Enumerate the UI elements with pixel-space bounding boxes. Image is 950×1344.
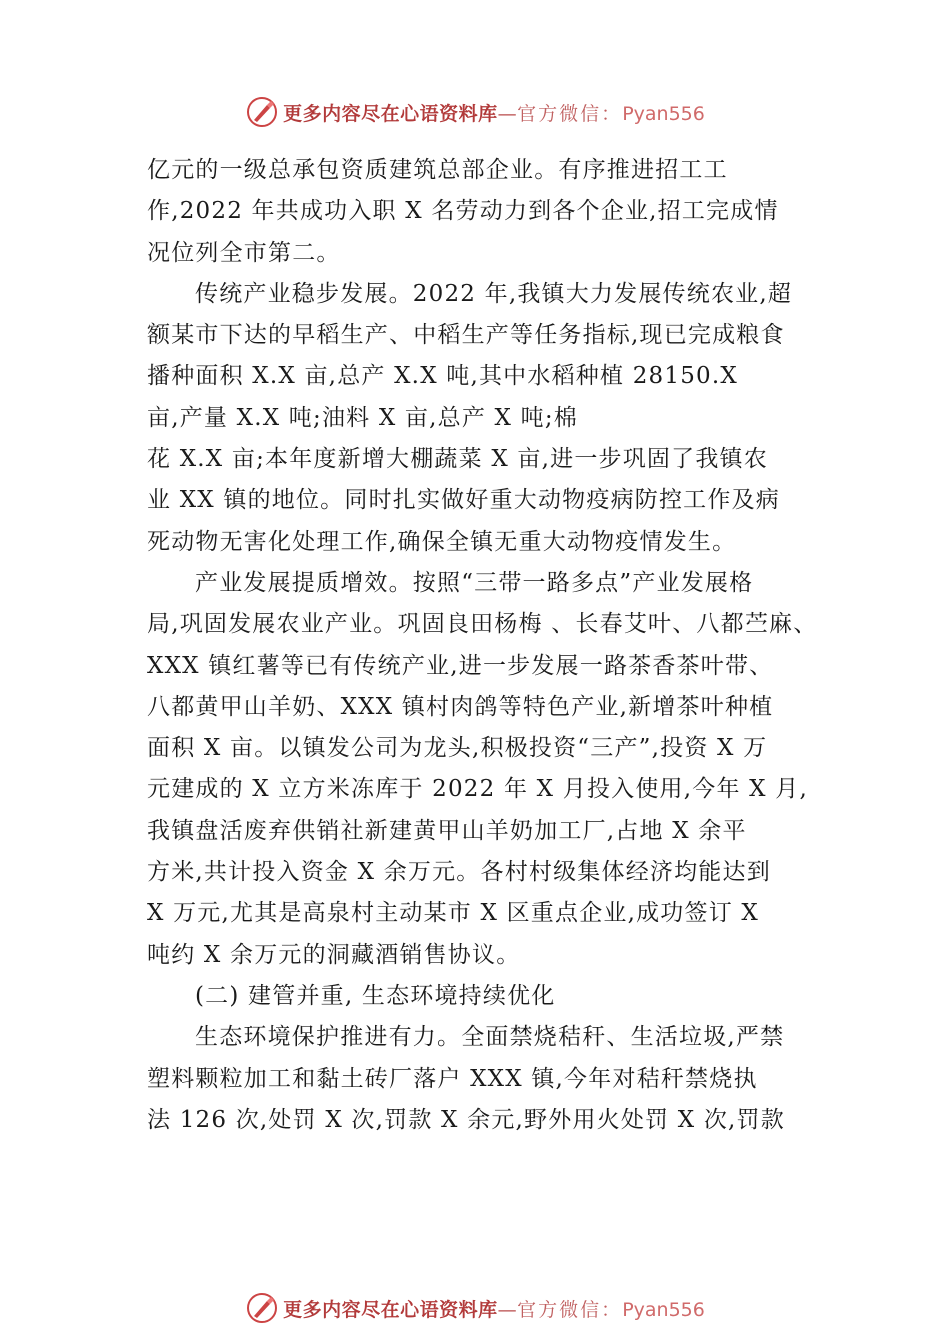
text-line: 作,2022 年共成功入职 X 名劳动力到各个企业,招工完成情 bbox=[147, 198, 779, 225]
text-line: 额某市下达的早稻生产、中稻生产等任务指标,现已完成粮食 bbox=[147, 322, 785, 349]
text-line: 亩,产量 X.X 吨;油料 X 亩,总产 X 吨;棉 bbox=[147, 404, 578, 431]
text-line: 局,巩固发展农业产业。巩固良田杨梅 、长春艾叶、八都苎麻、 bbox=[147, 611, 818, 638]
watermark-text bbox=[283, 1295, 705, 1322]
watermark-brand: 更多内容尽在心语资料库 bbox=[283, 102, 498, 125]
pen-logo-icon bbox=[245, 95, 279, 129]
text-line: 我镇盘活废弃供销社新建黄甲山羊奶加工厂,占地 X 余平 bbox=[147, 817, 747, 844]
watermark-wechat-id: Pyan556 bbox=[622, 102, 705, 125]
footer-watermark-banner bbox=[0, 1288, 950, 1328]
document-body bbox=[147, 150, 837, 1141]
text-line: X 万元,尤其是高泉村主动某市 X 区重点企业,成功签订 X bbox=[147, 900, 759, 927]
text-line: 亿元的一级总承包资质建筑总部企业。有序推进招工工 bbox=[147, 157, 728, 183]
text-line: 生态环境保护推进有力。全面禁烧秸秆、生活垃圾,严禁 bbox=[195, 1024, 785, 1051]
text-line: 吨约 X 余万元的洞藏酒销售协议。 bbox=[147, 941, 521, 968]
text-line: 方米,共计投入资金 X 余万元。各村村级集体经济均能达到 bbox=[147, 859, 771, 886]
text-line: 死动物无害化处理工作,确保全镇无重大动物疫情发生。 bbox=[147, 528, 737, 555]
watermark-wechat-label: 官方微信： bbox=[517, 1298, 623, 1321]
header-watermark-banner bbox=[0, 92, 950, 132]
watermark-text bbox=[283, 99, 705, 126]
watermark-separator: — bbox=[497, 102, 518, 125]
text-line: 业 XX 镇的地位。同时扎实做好重大动物疫病防控工作及病 bbox=[147, 487, 780, 514]
text-line: 法 126 次,处罚 X 次,罚款 X 余元,野外用火处罚 X 次,罚款 bbox=[147, 1106, 785, 1133]
watermark-separator: — bbox=[497, 1298, 518, 1321]
text-line: 元建成的 X 立方米冻库于 2022 年 X 月投入使用,今年 X 月, bbox=[147, 776, 808, 803]
watermark-wechat-label: 官方微信： bbox=[517, 102, 623, 125]
pen-logo-icon bbox=[245, 1291, 279, 1325]
text-line: 播种面积 X.X 亩,总产 X.X 吨,其中水稻种植 28150.X bbox=[147, 363, 738, 390]
text-line: 况位列全市第二。 bbox=[147, 239, 341, 266]
watermark-brand: 更多内容尽在心语资料库 bbox=[283, 1298, 498, 1321]
text-line: (二) 建管并重, 生态环境持续优化 bbox=[195, 982, 556, 1009]
text-line: 产业发展提质增效。按照“三带一路多点”产业发展格 bbox=[195, 569, 754, 596]
text-line: 面积 X 亩。以镇发公司为龙头,积极投资“三产”,投资 X 万 bbox=[147, 735, 768, 762]
text-line: XXX 镇红薯等已有传统产业,进一步发展一路茶香茶叶带、 bbox=[147, 652, 774, 679]
text-line: 塑料颗粒加工和黏土砖厂落户 XXX 镇,今年对秸秆禁烧执 bbox=[147, 1065, 758, 1092]
text-line: 传统产业稳步发展。2022 年,我镇大力发展传统农业,超 bbox=[195, 280, 793, 307]
text-line: 花 X.X 亩;本年度新增大棚蔬菜 X 亩,进一步巩固了我镇农 bbox=[147, 446, 768, 473]
watermark-wechat-id: Pyan556 bbox=[622, 1298, 705, 1321]
text-line: 八都黄甲山羊奶、XXX 镇村肉鸽等特色产业,新增茶叶种植 bbox=[147, 693, 774, 720]
